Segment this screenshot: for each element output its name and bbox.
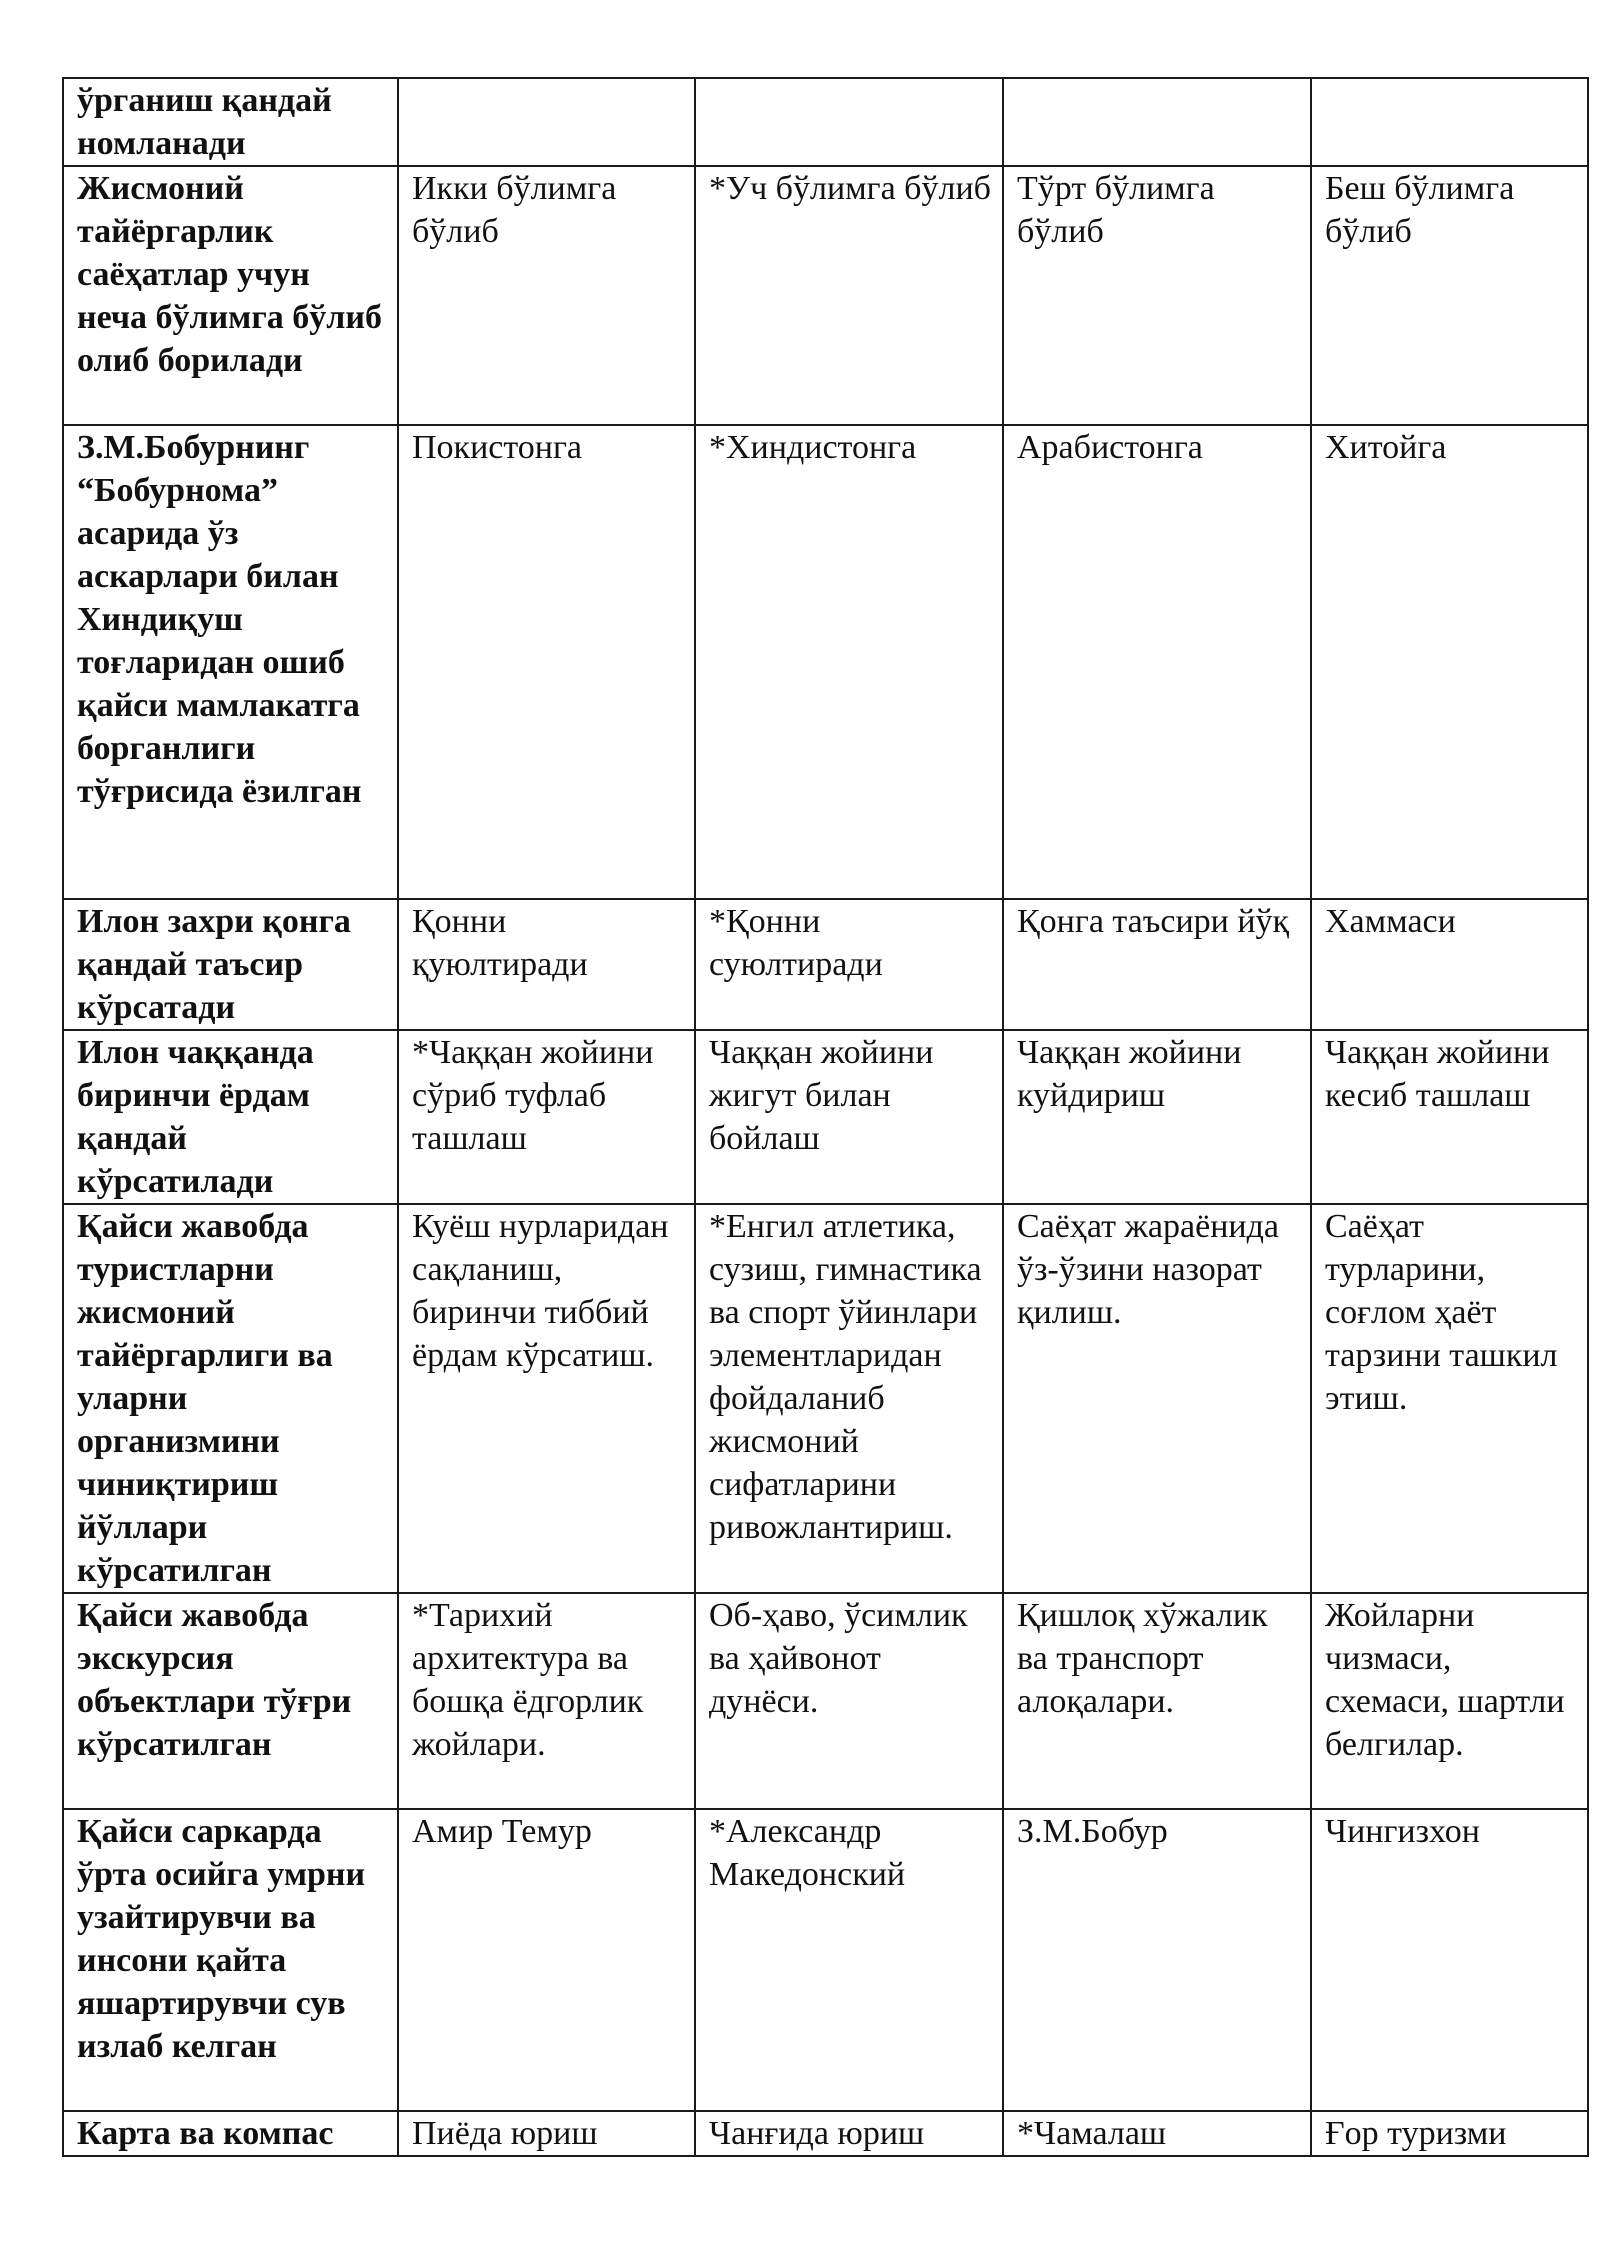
answer-cell-a: *Чаққан жойини сўриб туфлаб ташлаш	[398, 1030, 695, 1204]
answer-cell-b: Чаққан жойини жигут билан бойлаш	[695, 1030, 1003, 1204]
answer-cell-d: Хитойга	[1311, 425, 1588, 899]
answer-cell-d	[1311, 78, 1588, 166]
answer-cell-c: Саёҳат жараёнида ўз-ўзини назорат қилиш.	[1003, 1204, 1311, 1593]
question-cell: Илон захри қонга қандай таъсир кўрсатади	[63, 899, 398, 1030]
answer-cell-c	[1003, 78, 1311, 166]
answer-cell-b: Чанғида юриш	[695, 2111, 1003, 2156]
answer-cell-a: *Тарихий архитектура ва бошқа ёдгорлик жойлари.	[398, 1593, 695, 1809]
table-row	[63, 1204, 1588, 1593]
answer-cell-a: Куёш нурларидан сақланиш, биринчи тиббий ёрдам кўрсатиш.	[398, 1204, 695, 1593]
table-row	[63, 1030, 1588, 1204]
answer-cell-a: Покистонга	[398, 425, 695, 899]
question-cell: Илон чаққанда биринчи ёрдам қандай кўрсатилади	[63, 1030, 398, 1204]
answer-cell-c: Қишлоқ хўжалик ва транспорт алоқалари.	[1003, 1593, 1311, 1809]
table-row	[63, 1593, 1588, 1809]
table-row	[63, 78, 1588, 166]
answer-cell-b: Об-ҳаво, ўсимлик ва ҳайвонот дунёси.	[695, 1593, 1003, 1809]
answer-cell-a: Қонни қуюлтиради	[398, 899, 695, 1030]
answer-cell-b: *Уч бўлимга бўлиб	[695, 166, 1003, 425]
answer-cell-a: Икки бўлимга бўлиб	[398, 166, 695, 425]
answer-cell-c: З.М.Бобур	[1003, 1809, 1311, 2111]
answer-cell-a: Амир Темур	[398, 1809, 695, 2111]
answer-cell-b: *Александр Македонский	[695, 1809, 1003, 2111]
question-cell: ўрганиш қандай номланади	[63, 78, 398, 166]
answer-cell-a	[398, 78, 695, 166]
answer-cell-b: *Енгил атлетика, сузиш, гимнастика ва спорт ўйинлари элементларидан фойдаланиб жисмоний сифатларини ривожлантириш.	[695, 1204, 1003, 1593]
question-cell: Қайси жавобда туристларни жисмоний тайёргарлиги ва уларни организмини чиниқтириш йўллари кўрсатилган	[63, 1204, 398, 1593]
answer-cell-c: Чаққан жойини куйдириш	[1003, 1030, 1311, 1204]
table-row	[63, 425, 1588, 899]
answer-cell-b: *Хиндистонга	[695, 425, 1003, 899]
answer-cell-c: Қонга таъсири йўқ	[1003, 899, 1311, 1030]
table-row	[63, 166, 1588, 425]
answer-cell-b: *Қонни суюлтиради	[695, 899, 1003, 1030]
answer-cell-d: Ғор туризми	[1311, 2111, 1588, 2156]
question-cell: Қайси жавобда экскурсия объектлари тўғри кўрсатилган	[63, 1593, 398, 1809]
answer-cell-d: Беш бўлимга бўлиб	[1311, 166, 1588, 425]
answer-cell-c: *Чамалаш	[1003, 2111, 1311, 2156]
answer-cell-d: Хаммаси	[1311, 899, 1588, 1030]
table-row	[63, 2111, 1588, 2156]
answer-cell-d: Чингизхон	[1311, 1809, 1588, 2111]
answer-cell-c: Арабистонга	[1003, 425, 1311, 899]
answer-cell-b	[695, 78, 1003, 166]
quiz-table	[62, 77, 1589, 2157]
answer-cell-d: Саёҳат турларини, соғлом ҳаёт тарзини ташкил этиш.	[1311, 1204, 1588, 1593]
question-cell: Карта ва компас	[63, 2111, 398, 2156]
question-cell: Қайси саркарда ўрта осийга умрни узайтирувчи ва инсони қайта яшартирувчи сув излаб келган	[63, 1809, 398, 2111]
table-row	[63, 899, 1588, 1030]
table-row	[63, 1809, 1588, 2111]
answer-cell-d: Чаққан жойини кесиб ташлаш	[1311, 1030, 1588, 1204]
question-cell: Жисмоний тайёргарлик саёҳатлар учун неча бўлимга бўлиб олиб борилади	[63, 166, 398, 425]
answer-cell-d: Жойларни чизмаси, схемаси, шартли белгилар.	[1311, 1593, 1588, 1809]
answer-cell-a: Пиёда юриш	[398, 2111, 695, 2156]
answer-cell-c: Тўрт бўлимга бўлиб	[1003, 166, 1311, 425]
question-cell: З.М.Бобурнинг “Бобурнома” асарида ўз аскарлари билан Хиндиқуш тоғларидан ошиб қайси мамлакатга борганлиги тўғрисида ёзилган	[63, 425, 398, 899]
